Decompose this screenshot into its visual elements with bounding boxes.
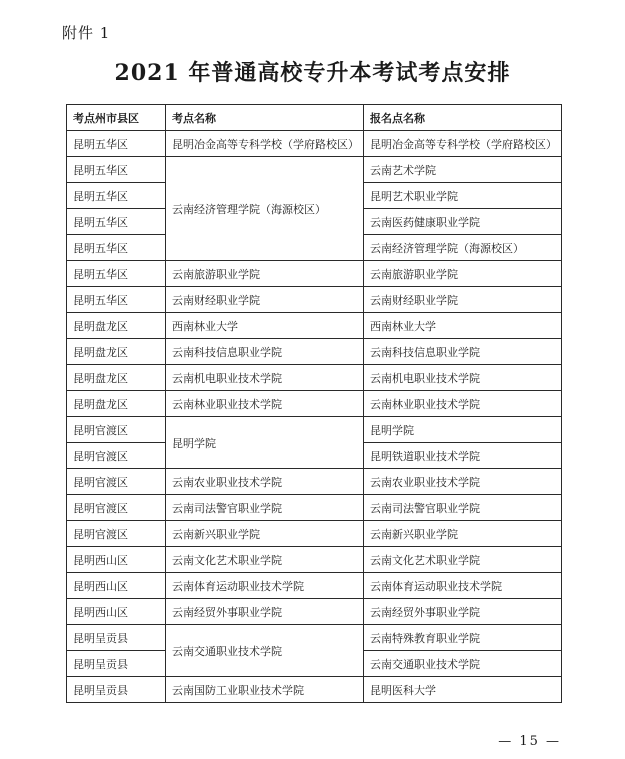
district-cell: 昆明官渡区 [67,469,166,495]
registration-site-cell: 云南交通职业技术学院 [364,651,562,677]
registration-site-cell: 云南林业职业技术学院 [364,391,562,417]
exam-site-cell: 云南机电职业技术学院 [166,365,364,391]
district-cell: 昆明五华区 [67,131,166,157]
exam-site-cell: 云南旅游职业学院 [166,261,364,287]
registration-site-cell: 昆明学院 [364,417,562,443]
table-row [67,365,562,391]
registration-site-cell: 云南艺术学院 [364,157,562,183]
district-cell: 昆明盘龙区 [67,339,166,365]
district-cell: 昆明呈贡县 [67,651,166,677]
district-cell: 昆明盘龙区 [67,391,166,417]
table-row [67,131,562,157]
district-cell: 昆明官渡区 [67,417,166,443]
table-row [67,287,562,313]
registration-site-cell: 云南特殊教育职业学院 [364,625,562,651]
exam-site-cell: 云南司法警官职业学院 [166,495,364,521]
district-cell: 昆明官渡区 [67,443,166,469]
header-exam-site: 考点名称 [166,105,364,131]
table-row [67,573,562,599]
registration-site-cell: 云南经济管理学院（海源校区） [364,235,562,261]
exam-site-cell: 云南经济管理学院（海源校区） [166,157,364,261]
registration-site-cell: 云南经贸外事职业学院 [364,599,562,625]
header-registration-site: 报名点名称 [364,105,562,131]
registration-site-cell: 昆明艺术职业学院 [364,183,562,209]
registration-site-cell: 云南农业职业技术学院 [364,469,562,495]
table-row [67,339,562,365]
table-row [67,495,562,521]
district-cell: 昆明西山区 [67,547,166,573]
registration-site-cell: 昆明医科大学 [364,677,562,703]
registration-site-cell: 云南医药健康职业学院 [364,209,562,235]
exam-site-cell: 云南体育运动职业技术学院 [166,573,364,599]
exam-site-cell: 云南文化艺术职业学院 [166,547,364,573]
district-cell: 昆明西山区 [67,599,166,625]
table-row [67,391,562,417]
district-cell: 昆明官渡区 [67,521,166,547]
table-row [67,625,562,651]
registration-site-cell: 昆明冶金高等专科学校（学府路校区） [364,131,562,157]
table-row [67,599,562,625]
registration-site-cell: 云南机电职业技术学院 [364,365,562,391]
table-row [67,313,562,339]
page-number: — 15 — [498,734,561,749]
exam-site-cell: 云南交通职业技术学院 [166,625,364,677]
district-cell: 昆明官渡区 [67,495,166,521]
table-row [67,469,562,495]
district-cell: 昆明五华区 [67,261,166,287]
district-cell: 昆明五华区 [67,287,166,313]
exam-site-cell: 云南科技信息职业学院 [166,339,364,365]
registration-site-cell: 云南科技信息职业学院 [364,339,562,365]
registration-site-cell: 云南体育运动职业技术学院 [364,573,562,599]
registration-site-cell: 西南林业大学 [364,313,562,339]
table-header-row [67,105,562,131]
exam-site-cell: 云南国防工业职业技术学院 [166,677,364,703]
table-row [67,677,562,703]
registration-site-cell: 云南文化艺术职业学院 [364,547,562,573]
exam-site-table [66,104,562,703]
district-cell: 昆明五华区 [67,209,166,235]
exam-site-cell: 云南农业职业技术学院 [166,469,364,495]
registration-site-cell: 昆明铁道职业技术学院 [364,443,562,469]
exam-site-cell: 云南林业职业技术学院 [166,391,364,417]
district-cell: 昆明呈贡县 [67,625,166,651]
table-row [67,547,562,573]
registration-site-cell: 云南旅游职业学院 [364,261,562,287]
exam-site-cell: 云南财经职业学院 [166,287,364,313]
table-row [67,521,562,547]
registration-site-cell: 云南司法警官职业学院 [364,495,562,521]
registration-site-cell: 云南新兴职业学院 [364,521,562,547]
district-cell: 昆明盘龙区 [67,365,166,391]
exam-site-cell: 西南林业大学 [166,313,364,339]
table-row [67,417,562,443]
attachment-label: 附件 1 [62,24,111,42]
district-cell: 昆明呈贡县 [67,677,166,703]
district-cell: 昆明西山区 [67,573,166,599]
district-cell: 昆明五华区 [67,183,166,209]
exam-site-cell: 云南经贸外事职业学院 [166,599,364,625]
district-cell: 昆明五华区 [67,157,166,183]
district-cell: 昆明盘龙区 [67,313,166,339]
table-body [67,131,562,703]
table-row [67,261,562,287]
exam-site-cell: 昆明学院 [166,417,364,469]
table-row [67,157,562,183]
district-cell: 昆明五华区 [67,235,166,261]
page-title: 2021 年普通高校专升本考试考点安排 [114,60,511,86]
registration-site-cell: 云南财经职业学院 [364,287,562,313]
header-district: 考点州市县区 [67,105,166,131]
exam-site-cell: 昆明冶金高等专科学校（学府路校区） [166,131,364,157]
exam-site-cell: 云南新兴职业学院 [166,521,364,547]
